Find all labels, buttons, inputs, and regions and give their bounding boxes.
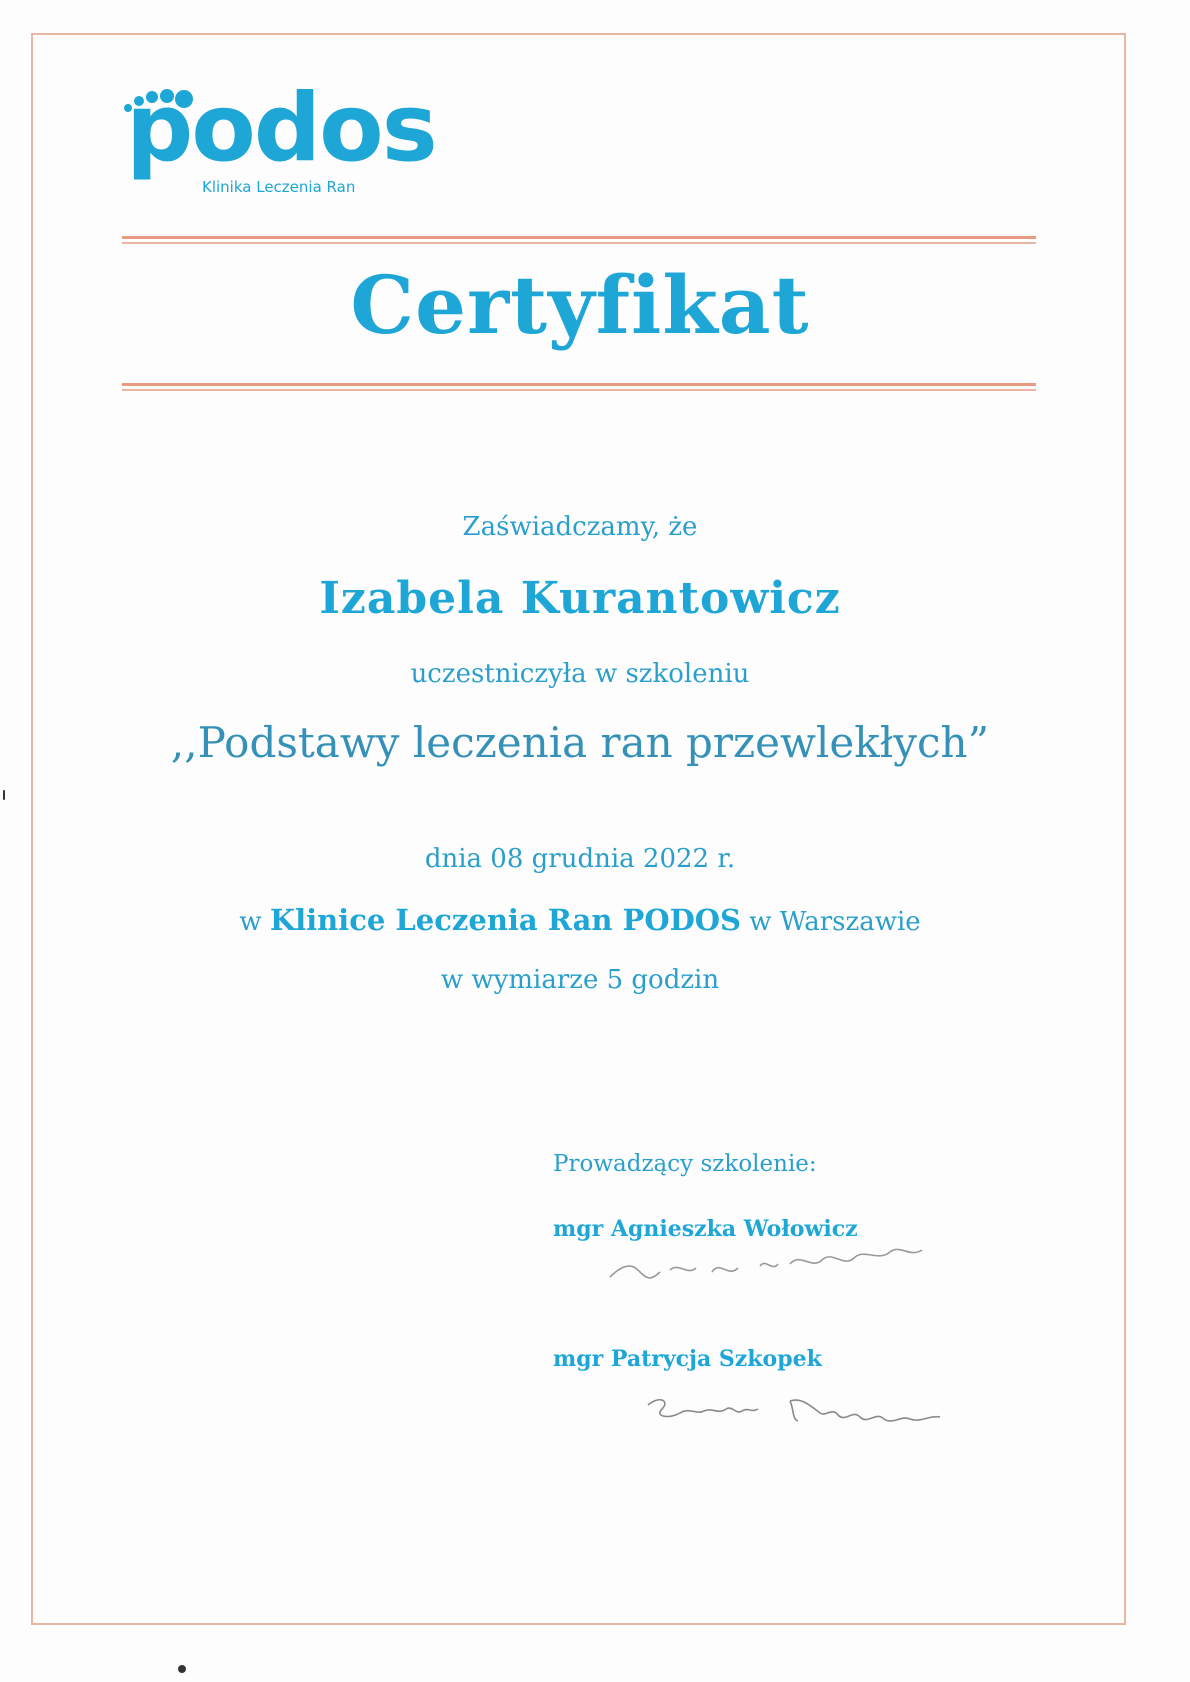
certificate-title: Certyfikat [350,258,810,352]
signature-2 [640,1385,1000,1455]
signature-1 [600,1232,960,1302]
course-date: dnia 08 grudnia 2022 r. [424,844,736,874]
instructor-name: mgr Patrycja Szkopek [553,1346,822,1372]
location-name: Klinice Leczenia Ran PODOS [269,903,741,937]
course-title: ,,Podstawy leczenia ran przewlekłych” [170,718,990,767]
location-prefix: w [239,907,262,937]
logo-wordmark: podos [126,74,436,183]
title-rule-bottom [122,383,1036,391]
course-location [0,903,1160,937]
participation-text: uczestniczyła w szkoleniu [410,659,750,689]
scan-speck [178,1665,186,1673]
instructors-block [553,1151,1053,1372]
recipient-name: Izabela Kurantowicz [319,573,841,624]
location-suffix: w Warszawie [749,907,921,937]
instructor-name: mgr Agnieszka Wołowicz [553,1216,858,1242]
course-duration: w wymiarze 5 godzin [440,965,720,995]
intro-text: Zaświadczamy, że [462,512,698,542]
instructors-label: Prowadzący szkolenie: [553,1151,817,1177]
title-rule-top [122,236,1036,244]
logo-subtitle: Klinika Leczenia Ran [202,178,356,196]
podos-logo [122,74,462,202]
scan-speck [3,790,5,800]
